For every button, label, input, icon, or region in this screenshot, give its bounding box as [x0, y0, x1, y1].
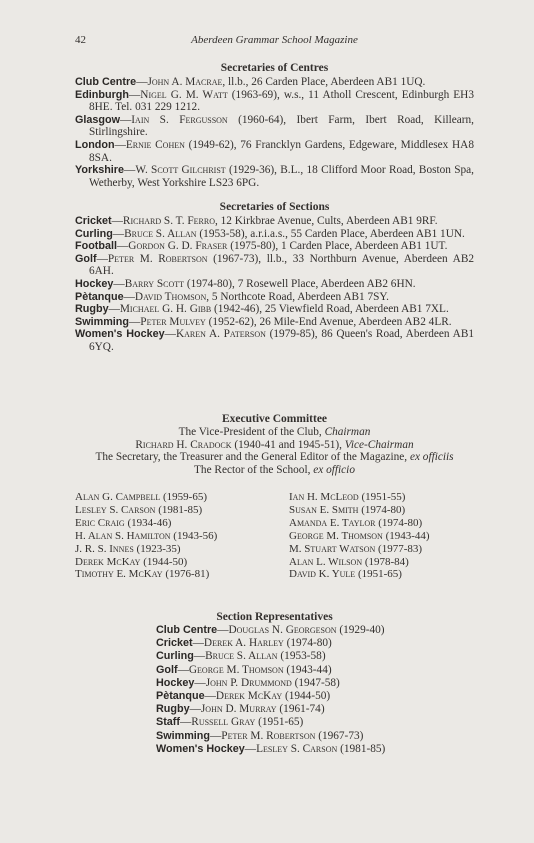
entry-years: (1974-80) — [283, 637, 332, 650]
member-name: Lesley S. Carson — [75, 503, 156, 516]
entry-key: Club Centre — [75, 76, 137, 88]
member-name: Susan E. Smith — [289, 503, 359, 516]
entry-name: Karen A. Paterson — [175, 328, 266, 341]
committee-member — [289, 543, 430, 556]
committee-member — [289, 504, 430, 517]
section-entry: Cricket—Richard S. T. Ferro, 12 Kirkbrae Avenue, Cults, Aberdeen AB1 9RF. — [75, 215, 438, 227]
section-entry: Women's Hockey—Karen A. Paterson (1979-85), 86 Queen's Road, Aberdeen AB1 6YQ. — [75, 328, 474, 353]
committee-member — [289, 491, 430, 504]
role-text: (1940-41 and 1945-51), — [231, 438, 345, 451]
committee-left-column — [75, 491, 217, 581]
entry-name: John A. Macrae — [147, 76, 223, 88]
member-name: Alan G. Campbell — [75, 491, 161, 503]
entry-key: Golf — [156, 663, 178, 676]
entry-key: Hockey — [75, 277, 114, 290]
member-years: (1944-50) — [140, 555, 188, 568]
entry-name: Ernie Cohen — [125, 138, 185, 151]
entry-key: Swimming — [75, 315, 129, 328]
entry-key: Golf — [75, 252, 97, 265]
committee-member — [289, 530, 430, 543]
centres-list — [75, 76, 474, 189]
entry-key: Pètanque — [75, 290, 124, 303]
member-years: (1959-65) — [160, 491, 208, 503]
representatives-heading: Section Representatives — [216, 611, 333, 623]
entry-detail: , 5 Northcote Road, Aberdeen AB1 7SY. — [206, 290, 389, 303]
entry-years: (1967-73) — [315, 729, 364, 742]
entry-name: Peter Mulvey — [140, 315, 206, 328]
entry-detail: (1952-62), 26 Mile-End Avenue, Aberdeen AB2 4LR. — [205, 315, 452, 328]
executive-chairman-line — [75, 426, 474, 439]
entry-name: David Thomson — [134, 290, 207, 303]
role-text: The Rector of the School, — [194, 463, 314, 476]
sections-heading: Secretaries of Sections — [219, 201, 330, 213]
entry-key: Curling — [75, 227, 113, 240]
member-years: (1974-80) — [375, 516, 423, 529]
entry-name: Barry Scott — [124, 277, 185, 290]
executive-rector-line — [75, 464, 474, 477]
entry-name: Bruce S. Allan — [205, 650, 278, 663]
section-entry: Pètanque—David Thomson, 5 Northcote Road, Aberdeen AB1 7SY. — [75, 290, 389, 303]
entry-detail: (1975-80), 1 Carden Place, Aberdeen AB1 1UT. — [227, 240, 448, 253]
entry-detail: , 12 Kirkbrae Avenue, Cults, Aberdeen AB1 9RF. — [215, 215, 438, 227]
representative-entry: Women's Hockey—Lesley S. Carson (1981-85) — [156, 742, 386, 755]
role-title: ex officio — [313, 463, 355, 476]
entry-name: Russell Gray — [191, 716, 256, 729]
section-entry: Golf—Peter M. Robertson (1967-73), ll.b., 33 Northburn Avenue, Aberdeen AB2 6AH. — [75, 252, 475, 278]
member-name: H. Alan S. Hamilton — [75, 529, 171, 542]
role-title: ex officiis — [409, 451, 454, 464]
member-name: Eric Craig — [75, 516, 125, 529]
entry-name: Lesley S. Carson — [256, 742, 338, 755]
entry-detail: (1949-62), 76 Francklyn Gardens, Edgeware, Middlesex HA8 8SA. — [89, 138, 474, 164]
entry-detail: (1963-69), w.s., 11 Atholl Crescent, Edinburgh EH3 8HE. Tel. 031 229 1212. — [89, 88, 474, 114]
representative-entry: Golf—George M. Thomson (1943-44) — [156, 663, 332, 676]
committee-member — [75, 517, 217, 530]
entry-key: Rugby — [156, 703, 190, 716]
role-title: Chairman — [324, 426, 371, 438]
representative-entry: Curling—Bruce S. Allan (1953-58) — [156, 650, 326, 663]
member-years: (1923-35) — [133, 542, 181, 555]
entry-name: Nigel G. M. Watt — [140, 88, 228, 101]
committee-member — [75, 556, 217, 569]
role-text: The Vice-President of the Club, — [178, 426, 325, 438]
centre-entry: London—Ernie Cohen (1949-62), 76 Francklyn Gardens, Edgeware, Middlesex HA8 8SA. — [75, 138, 474, 164]
member-name: J. R. S. Innes — [75, 542, 134, 555]
entry-detail: (1979-85), 86 Queen's Road, Aberdeen AB1 6YQ. — [89, 328, 474, 353]
centres-heading: Secretaries of Centres — [220, 62, 329, 74]
entry-name: Bruce S. Allan — [124, 227, 197, 240]
executive-roles — [75, 426, 474, 476]
centre-entry: Yorkshire—W. Scott Gilchrist (1929-36), B.L., 18 Clifford Moor Road, Boston Spa, Wetherby, West Yorkshire LS23 6PG. — [75, 164, 474, 189]
entry-years: (1943-44) — [283, 663, 332, 676]
entry-detail: (1960-64), Ibert Farm, Ibert Road, Killearn, Stirlingshire. — [89, 113, 474, 139]
committee-member — [289, 517, 430, 530]
entry-key: Yorkshire — [75, 164, 125, 177]
entry-name: George M. Thomson — [188, 663, 284, 676]
magazine-title: Aberdeen Grammar School Magazine — [191, 34, 358, 46]
entry-years: (1981-85) — [337, 742, 386, 755]
representative-entry: Club Centre—Douglas N. Georgeson (1929-40) — [156, 624, 385, 636]
entry-key: Cricket — [156, 637, 193, 650]
member-years: (1943-44) — [382, 529, 430, 542]
role-name: Richard H. Cradock — [135, 438, 232, 451]
entry-detail: (1974-80), 7 Rosewell Place, Aberdeen AB2 6HN. — [184, 277, 416, 290]
section-entry: Swimming—Peter Mulvey (1952-62), 26 Mile-End Avenue, Aberdeen AB2 4LR. — [75, 315, 452, 328]
member-years: (1978-84) — [362, 555, 409, 568]
entry-name: Peter M. Robertson — [107, 252, 208, 265]
member-name: Timothy E. McKay — [75, 568, 163, 581]
committee-member — [289, 568, 430, 581]
committee-member — [75, 504, 217, 517]
entry-name: Derek McKay — [215, 690, 283, 703]
member-years: (1977-83) — [375, 542, 423, 555]
entry-key: Women's Hockey — [156, 742, 245, 755]
entry-key: London — [75, 138, 115, 151]
sections-list — [75, 215, 474, 354]
member-name: Ian H. McLeod — [289, 491, 359, 503]
committee-member — [289, 556, 430, 569]
entry-key: Edinburgh — [75, 88, 129, 101]
entry-key: Football — [75, 240, 117, 253]
committee-right-column — [289, 491, 430, 581]
member-name: George M. Thomson — [289, 529, 383, 542]
section-entry: Football—Gordon G. D. Fraser (1975-80), 1 Carden Place, Aberdeen AB1 1UT. — [75, 240, 448, 253]
committee-member — [75, 543, 217, 556]
entry-detail: (1953-58), a.r.i.a.s., 55 Carden Place, Aberdeen AB1 1UN. — [196, 227, 465, 240]
member-name: M. Stuart Watson — [289, 542, 376, 555]
member-years: (1981-85) — [155, 503, 203, 516]
entry-key: Pètanque — [156, 690, 205, 703]
entry-key: Club Centre — [156, 624, 218, 636]
entry-key: Cricket — [75, 215, 112, 227]
entry-years: (1961-74) — [276, 703, 325, 716]
entry-name: John P. Drummond — [205, 676, 292, 689]
committee-member — [75, 530, 217, 543]
member-name: David K. Yule — [289, 568, 356, 581]
member-years: (1951-65) — [355, 568, 402, 581]
representative-entry: Swimming—Peter M. Robertson (1967-73) — [156, 729, 364, 742]
entry-name: Michael G. H. Gibb — [119, 303, 212, 316]
page-number: 42 — [75, 34, 86, 46]
entry-years: (1944-50) — [282, 690, 331, 703]
entry-name: Richard S. T. Ferro — [122, 215, 215, 227]
section-entry: Curling—Bruce S. Allan (1953-58), a.r.i.a.s., 55 Carden Place, Aberdeen AB1 1UN. — [75, 227, 465, 240]
entry-name: W. Scott Gilchrist — [135, 164, 226, 177]
committee-member — [75, 491, 217, 504]
entry-key: Glasgow — [75, 113, 120, 126]
member-years: (1943-56) — [170, 529, 218, 542]
representatives-list — [156, 624, 385, 756]
member-years: (1934-46) — [124, 516, 172, 529]
representative-entry: Cricket—Derek A. Harley (1974-80) — [156, 637, 332, 650]
entry-key: Curling — [156, 650, 194, 663]
committee-member — [75, 568, 217, 581]
entry-years: (1929-40) — [336, 624, 385, 636]
entry-name: Gordon G. D. Fraser — [128, 240, 228, 253]
centre-entry: Glasgow—Iain S. Fergusson (1960-64), Ibert Farm, Ibert Road, Killearn, Stirlingshire. — [75, 113, 474, 139]
entry-years: (1947-58) — [291, 676, 340, 689]
entry-detail: (1967-73), ll.b., 33 Northburn Avenue, Aberdeen AB2 6AH. — [89, 252, 475, 278]
role-text: The Secretary, the Treasurer and the General Editor of the Magazine, — [95, 451, 410, 464]
entry-detail: (1929-36), B.L., 18 Clifford Moor Road, Boston Spa, Wetherby, West Yorkshire LS23 6PG. — [89, 164, 474, 189]
entry-years: (1951-65) — [255, 716, 304, 729]
centre-entry: Edinburgh—Nigel G. M. Watt (1963-69), w.s., 11 Atholl Crescent, Edinburgh EH3 8HE. Tel. 031 229 1212. — [75, 88, 474, 114]
representative-entry: Pètanque—Derek McKay (1944-50) — [156, 690, 331, 703]
member-years: (1976-81) — [162, 568, 210, 581]
member-years: (1974-80) — [358, 503, 406, 516]
executive-officers-line — [75, 451, 474, 464]
entry-name: John D. Murray — [200, 703, 277, 716]
entry-years: (1953-58) — [277, 650, 326, 663]
executive-vice-chairman-line — [75, 439, 474, 452]
representative-entry: Rugby—John D. Murray (1961-74) — [156, 703, 325, 716]
entry-detail: , ll.b., 26 Carden Place, Aberdeen AB1 1UQ. — [222, 76, 426, 88]
entry-name: Peter M. Robertson — [221, 729, 316, 742]
member-name: Amanda E. Taylor — [289, 516, 376, 529]
member-years: (1951-55) — [358, 491, 406, 503]
section-entry: Rugby—Michael G. H. Gibb (1942-46), 25 Viewfield Road, Aberdeen AB1 7XL. — [75, 303, 449, 316]
entry-key: Swimming — [156, 729, 210, 742]
member-name: Derek McKay — [75, 555, 141, 568]
representative-entry: Staff—Russell Gray (1951-65) — [156, 716, 304, 729]
entry-name: Douglas N. Georgeson — [228, 624, 337, 636]
member-name: Alan L. Wilson — [289, 555, 363, 568]
entry-key: Women's Hockey — [75, 328, 165, 341]
section-entry: Hockey—Barry Scott (1974-80), 7 Rosewell Place, Aberdeen AB2 6HN. — [75, 277, 416, 290]
executive-heading: Executive Committee — [221, 413, 328, 425]
entry-key: Rugby — [75, 303, 109, 316]
entry-key: Hockey — [156, 676, 195, 689]
centre-entry: Club Centre—John A. Macrae, ll.b., 26 Carden Place, Aberdeen AB1 1UQ. — [75, 76, 426, 88]
entry-key: Staff — [156, 716, 180, 729]
entry-name: Iain S. Fergusson — [131, 113, 228, 126]
representative-entry: Hockey—John P. Drummond (1947-58) — [156, 676, 340, 689]
role-title: Vice-Chairman — [344, 438, 414, 451]
page-header — [75, 34, 474, 50]
entry-name: Derek A. Harley — [203, 637, 284, 650]
entry-detail: (1942-46), 25 Viewfield Road, Aberdeen AB1 7XL. — [211, 303, 449, 316]
